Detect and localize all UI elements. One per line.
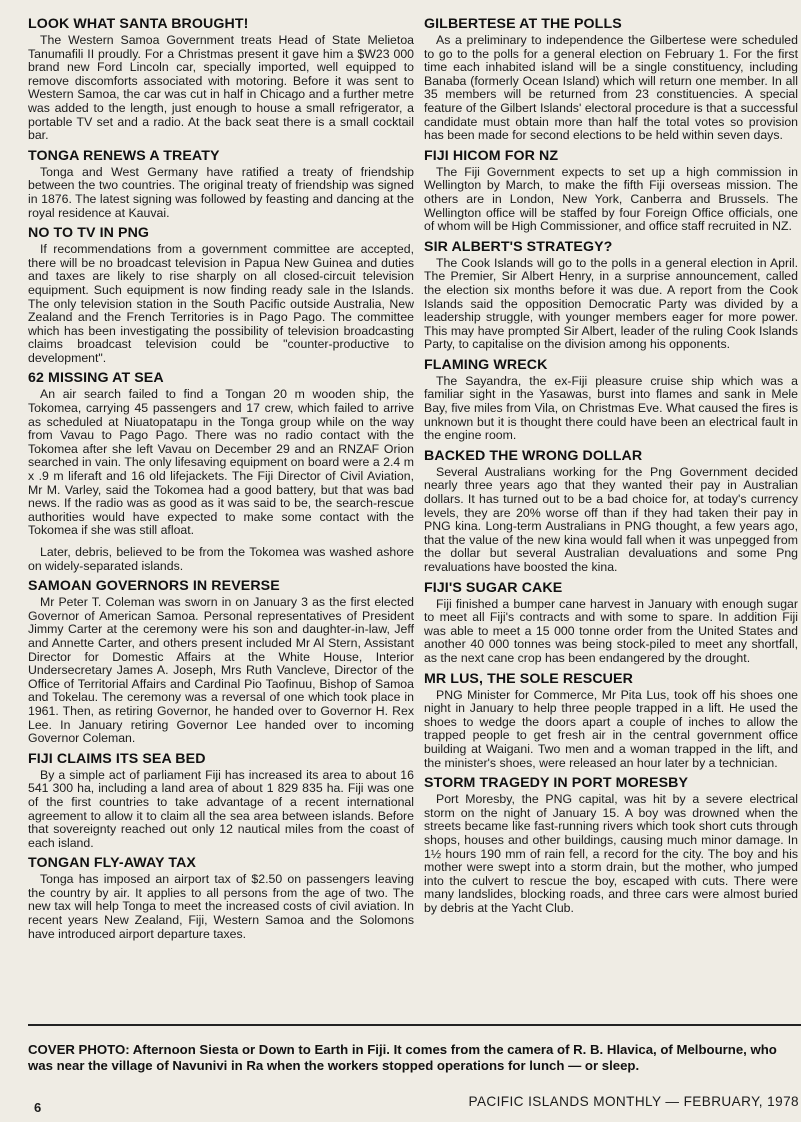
left-column: [28, 16, 414, 946]
article-paragraph: The Western Samoa Government treats Head of State Melietoa Tanumafili II proudly. For a Christmas present it gave him a $W23 000 brand new Ford Lincoln car, specially imported, well equipped to remove discomforts associated with motoring. Before it was sent to Western Samoa, the car was cut in half in Chicago and a further metre was added to the length, just enough to house a small refrigerator, a portable TV set and a radio. At the back seat there is a small cocktail bar.: [28, 33, 414, 143]
article-headline: TONGAN FLY-AWAY TAX: [28, 855, 196, 872]
article: [424, 580, 798, 666]
article-headline: FIJI HICOM FOR NZ: [424, 147, 559, 164]
article: [424, 148, 798, 234]
article-headline: GILBERTESE AT THE POLLS: [424, 16, 622, 32]
article-paragraph: The Cook Islands will go to the polls in a general election in April. The Premier, Sir Albert Henry, in a surprise announcement, called the election six months before it was due. A report from the Cook Islands said the opposition Democratic Party was divided by a leadership struggle, with younger members eager for more power. This may have prompted Sir Albert, leader of the ruling Cook Islands Party, to capitalise on the division among his opponents.: [424, 255, 798, 352]
article: [28, 751, 414, 851]
article-paragraph: Tonga and West Germany have ratified a treaty of friendship between the two countries. The original treaty of friendship was signed in 1876. The latest signing was followed by feasting and dancing at the royal residence at Kauvai.: [28, 164, 414, 220]
article-headline: FIJI'S SUGAR CAKE: [424, 579, 563, 596]
right-column: [424, 16, 798, 920]
publication-footer: PACIFIC ISLANDS MONTHLY — FEBRUARY, 1978: [468, 1094, 799, 1109]
article-headline: TONGA RENEWS A TREATY: [28, 147, 220, 164]
article-headline: FIJI CLAIMS ITS SEA BED: [28, 750, 206, 767]
article-paragraph: An air search failed to find a Tongan 20 m wooden ship, the Tokomea, carrying 45 passengers and 17 crew, which failed to arrive as scheduled at Niuatopatapu in the Tonga group while on the way from Vavau to Pago Pago. There was no radio contact with the Tokomea after she left Vavau on December 29 and an RNZAF Orion searched in vain. The only lifesaving equipment on board were a 2.4 m x .9 m liferaft and 16 old lifejackets. The Fiji Director of Civil Aviation, Mr M. Varley, said the Tokomea had a good battery, but that was bad news. If the radio was as good as it was said to be, the search-rescue authorities would have expected to make some contact with the Tokomea if she was still afloat.: [28, 387, 414, 538]
cover-photo-caption: COVER PHOTO: Afternoon Siesta or Down to Earth in Fiji. It comes from the camera of R. B. Hlavica, of Melbourne, who was near the village of Navunivi in Ra when the workers stopped operations for lunch — or sleep.: [28, 1042, 777, 1073]
article-headline: MR LUS, THE SOLE RESCUER: [424, 670, 633, 687]
article-paragraph: Fiji finished a bumper cane harvest in January with enough sugar to meet all Fiji's contracts and with some to spare. In addition Fiji was able to meet a 15 000 tonne order from the United States and another 40 000 tonnes was being stock-piled to meet any shortfall, as the next cane crop has been endangered by the drought.: [424, 596, 798, 665]
article: [424, 775, 798, 915]
article-paragraph: Several Australians working for the Png Government decided nearly three years ago that they wanted their pay in Australian dollars. It has turned out to be a bad choice for, at today's currency levels, they are 20% worse off than if they had taken their pay in PNG kina. Long-term Australians in PNG thought, a few years ago, that the value of the new kina would fall when it was unpegged from the dollar but several Australian devaluations and some Png revaluations have boosted the kina.: [424, 464, 798, 574]
article-headline: LOOK WHAT SANTA BROUGHT!: [28, 16, 249, 32]
article: [424, 357, 798, 443]
article-headline: BACKED THE WRONG DOLLAR: [424, 447, 643, 464]
article-paragraph: Tonga has imposed an airport tax of $2.50 on passengers leaving the country by air. It applies to all persons from the age of two. The new tax will help Tonga to meet the increased costs of civil aviation. In recent years New Zealand, Fiji, Western Samoa and the Solomons have introduced airport departure taxes.: [28, 872, 414, 941]
article-headline: 62 MISSING AT SEA: [28, 370, 164, 387]
article: [28, 578, 414, 746]
article-paragraph: The Sayandra, the ex-Fiji pleasure cruise ship which was a familiar sight in the Yasawas, burst into flames and sank in Mele Bay, five miles from Vila, on Christmas Eve. What caused the fires is unknown but it is thought there could have been an electrical fault in the engine room.: [424, 373, 798, 443]
article-paragraph: PNG Minister for Commerce, Mr Pita Lus, took off his shoes one night in January to help three people trapped in a lift. He used the shoes to wedge the doors apart a couple of inches to allow the trapped people to get fresh air in the central government office building at Waigani. Two men and a woman trapped in the lift, and the minister's shoes, were released an hour later by a technician.: [424, 687, 798, 770]
article-paragraph: By a simple act of parliament Fiji has increased its area to about 16 541 300 ha, including a land area of about 1 829 835 ha. Fiji was one of the first countries to take advantage of a recent international agreement to allow it to claim all the sea area between islands. Before that sovereignty reached out only 12 nautical miles from the coast of each island.: [28, 767, 414, 850]
article-paragraph: The Fiji Government expects to set up a high commission in Wellington by March, to make the fifth Fiji overseas mission. The others are in London, New York, Canberra and Brussels. The Wellington office will be staffed by four Foreign Office officials, one of whom will be High Commissioner, and office staff recruited in NZ.: [424, 164, 798, 234]
article-headline: SAMOAN GOVERNORS IN REVERSE: [28, 578, 280, 595]
article: [28, 148, 414, 220]
article-paragraph: Port Moresby, the PNG capital, was hit by a severe electrical storm on the night of January 15. A boy was drowned when the streets became like fast-running rivers which took short cuts through shops, houses and other buildings, causing much minor damage. In 1½ hours 190 mm of rain fell, a record for the city. The boy and his mother were swept into a storm drain, but the mother, who jumped into the culvert to rescue the boy, escaped with cuts. There were many landslides, blocking roads, and three cars were almost buried by debris at the Yacht Club.: [424, 792, 798, 915]
divider-rule: [28, 1024, 801, 1026]
article: [424, 16, 798, 143]
article-headline: STORM TRAGEDY IN PORT MORESBY: [424, 775, 689, 792]
article: [424, 671, 798, 771]
article-paragraph: If recommendations from a government committee are accepted, there will be no broadcast television in Papua New Guinea and duties and taxes are likely to rise sharply on all closed-circuit television equipment. Such equipment is now finding ready sale in the Islands. The only television station in the South Pacific outside Australia, New Zealand and the French Territories is in Pago Pago. The committee which has been investigating the possibility of television broadcasting claims broadcast television could be "counter-productive to development".: [28, 242, 414, 365]
article-headline: NO TO TV IN PNG: [28, 225, 150, 242]
article: [424, 448, 798, 575]
article-headline: SIR ALBERT'S STRATEGY?: [424, 238, 613, 255]
article: [28, 855, 414, 941]
article: [28, 16, 414, 143]
article-headline: FLAMING WRECK: [424, 356, 548, 373]
article: [28, 370, 414, 573]
article: [28, 225, 414, 365]
article: [424, 239, 798, 352]
page-number: 6: [34, 1100, 42, 1115]
article-paragraph: Mr Peter T. Coleman was sworn in on January 3 as the first elected Governor of American Samoa. Personal representatives of President Jimmy Carter at the ceremony were his son and daughter-in-law, Jeff and Annette Carter, and others present included Mr Al Stern, Assistant Director for Domestic Affairs at the White House, Interior Undersecretary James A. Joseph, Mrs Ruth Vancleve, Director of the Office of Territorial Affairs and Cardinal Pio Taofinuu, Bishop of Samoa and Tokelau. The ceremony was a reversal of one which took place in 1961. Then, as retiring Governor, he handed over to Governor H. Rex Lee. In January retiring Governor Lee handed over to incoming Governor Coleman.: [28, 595, 414, 746]
article-paragraph: As a preliminary to independence the Gilbertese were scheduled to go to the polls for a general election on February 1. For the first time each inhabited island will be a single constituency, including Banaba (formerly Ocean Island) which will return one member. In all 35 members will be returned from 23 constituencies. A special feature of the Gilbert Islands' electoral procedure is that a successful candidate must obtain more than half the total votes so provision has been made for second elections to be held within seven days.: [424, 33, 798, 143]
article-paragraph: Later, debris, believed to be from the Tokomea was washed ashore on widely-separated islands.: [28, 545, 414, 573]
